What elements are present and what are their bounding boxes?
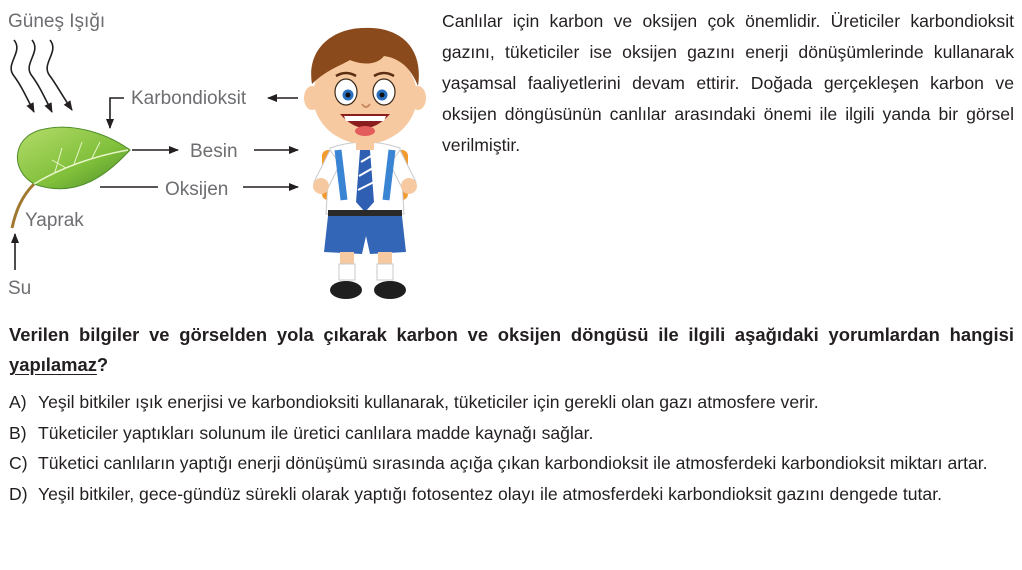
option-c-text: Tüketici canlıların yaptığı enerji dönüşümü sırasında açığa çıkan karbondioksit ile atmosferdeki karbondioksit miktarı artar. — [38, 453, 988, 473]
option-a-text: Yeşil bitkiler ışık enerjisi ve karbondioksiti kullanarak, tüketiciler için gerekli olan gazı atmosfere verir. — [38, 392, 819, 412]
answer-options — [9, 387, 1014, 509]
intro-paragraph: Canlılar için karbon ve oksijen çok önemlidir. Üreticiler karbondioksit gazını, tüketiciler ise oksijen gazını enerji dönüşümlerinde kullanarak yaşamsal faaliyetlerini devam ettirir. Doğada gerçekleşen karbon ve oksijen döngüsünün canlılar arasındaki önemi ile ilgili yanda bir görsel verilmiştir. — [442, 11, 1014, 155]
option-a[interactable] — [9, 387, 1014, 418]
sunlight-label: Güneş Işığı — [8, 11, 106, 32]
option-d-text: Yeşil bitkiler, gece-gündüz sürekli olarak yaptığı fotosentez olayı ile atmosferdeki karbondioksit gazını dengede tutar. — [38, 483, 942, 504]
carbon-dioxide-label: Karbondioksit — [131, 88, 247, 109]
water-label: Su — [8, 278, 32, 299]
boy-illustration — [304, 28, 426, 299]
option-c-label: C) — [9, 453, 28, 473]
question-stem — [9, 320, 1014, 380]
question-emphasis: yapılamaz — [9, 354, 97, 375]
option-c[interactable] — [9, 448, 1014, 479]
sunlight-arrows — [11, 40, 72, 112]
option-b[interactable] — [9, 418, 1014, 449]
option-a-label: A) — [9, 392, 27, 412]
oxygen-label: Oksijen — [165, 179, 229, 200]
option-d-label: D) — [9, 483, 28, 504]
leaf-label: Yaprak — [25, 210, 84, 231]
food-label: Besin — [190, 141, 238, 162]
option-b-label: B) — [9, 422, 27, 443]
question-mark: ? — [96, 354, 109, 375]
option-b-text: Tüketiciler yaptıkları solunum ile üretici canlılara madde kaynağı sağlar. — [38, 422, 594, 443]
sun-ray-2 — [29, 40, 52, 112]
sun-ray-3 — [47, 40, 72, 110]
carbon-oxygen-cycle-figure — [0, 0, 430, 310]
sun-ray-1 — [11, 40, 34, 112]
option-d[interactable] — [9, 479, 1014, 510]
question-text: Verilen bilgiler ve görselden yola çıkarak karbon ve oksijen döngüsü ile ilgili aşağıdaki yorumlardan hangisi — [9, 324, 1014, 345]
